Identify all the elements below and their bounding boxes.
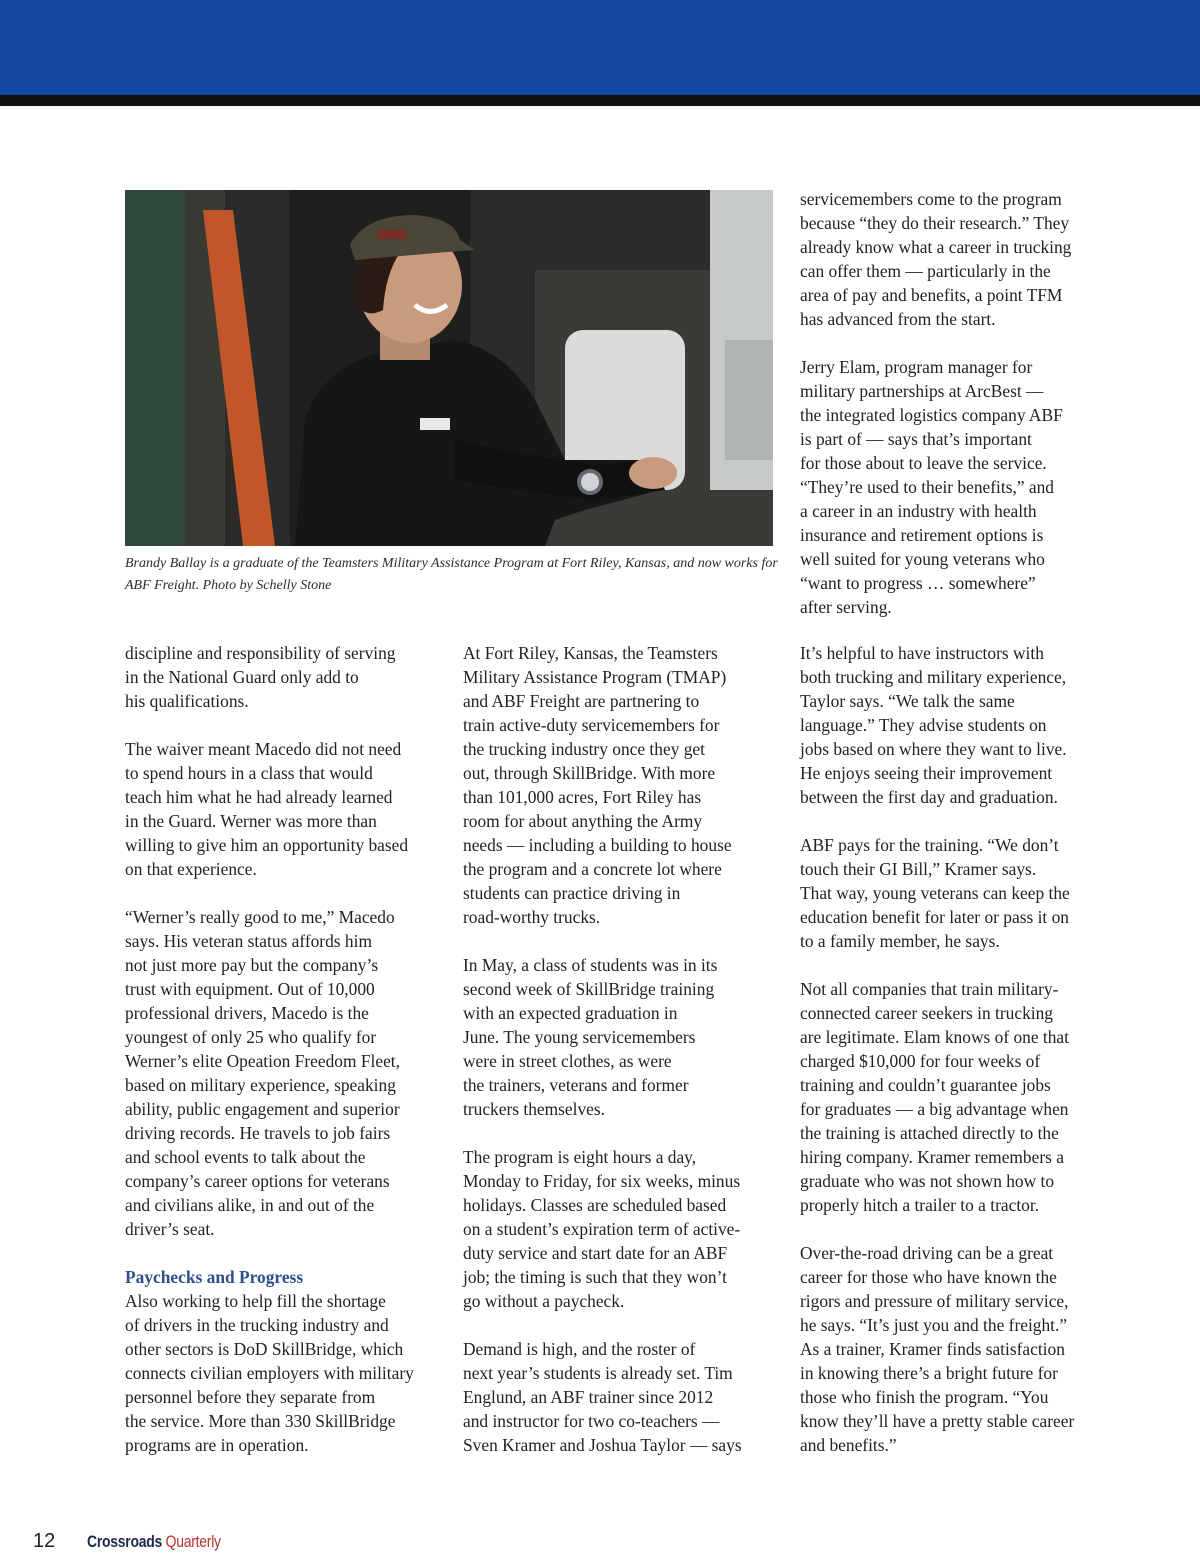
paragraph: Jerry Elam, program manager for military partnerships at ArcBest — the integrated logistics company ABF is part of — says that’s important for those about to leave the service. “They’re used to their benefits,” and a career in an industry with health insurance and retirement options is well suited for young veterans who “want to progress … somewhere” after serving.	[800, 357, 1063, 617]
paragraph: At Fort Riley, Kansas, the Teamsters Military Assistance Program (TMAP) and ABF Freight are partnering to train active-duty servicemembers for the trucking industry once they get out, through SkillBridge. With more than 101,000 acres, Fort Riley has room for about anything the Army needs — including a building to house the program and a concrete lot where students can practice driving in road-worthy trucks.	[463, 643, 732, 927]
paragraph: Over-the-road driving can be a great career for those who have known the rigors and pressure of military service, he says. “It’s just you and the freight.” As a trainer, Kramer finds satisfaction in knowing there’s a bright future for those who finish the program. “You know they’ll have a pretty stable career and benefits.”	[800, 1243, 1075, 1455]
article-column-2	[463, 641, 781, 1481]
article-column-3-top	[800, 187, 1120, 643]
paragraph: It’s helpful to have instructors with both trucking and military experience, Taylor says. “We talk the same language.” They advise students on jobs based on where they want to live. He enjoys seeing their improvement between the first day and graduation.	[800, 643, 1067, 807]
publication-name-bold: Crossroads	[87, 1532, 163, 1551]
paragraph: “Werner’s really good to me,” Macedo says. His veteran status affords him not just more pay but the company’s trust with equipment. Out of 10,000 professional drivers, Macedo is the youngest of only 25 who qualify for Werner’s elite Opeation Freedom Fleet, based on military experience, speaking ability, public engagement and superior driving records. He travels to job fairs and school events to talk about the company’s career options for veterans and civilians alike, in and out of the driver’s seat.	[125, 907, 400, 1239]
header-band	[0, 0, 1200, 95]
paragraph: discipline and responsibility of serving in the National Guard only add to his qualifications.	[125, 643, 396, 711]
paragraph: The waiver meant Macedo did not need to spend hours in a class that would teach him what he had already learned in the Guard. Werner was more than willing to give him an opportunity based on that experience.	[125, 739, 409, 879]
article-column-3	[800, 641, 1120, 1481]
photo-caption: Brandy Ballay is a graduate of the Teamsters Military Assistance Program at Fort Riley, Kansas, and now works for ABF Freight. Photo by Schelly Stone	[125, 556, 778, 593]
paragraph: The program is eight hours a day, Monday to Friday, for six weeks, minus holidays. Classes are scheduled based on a student’s expiration term of active- duty service and start date for an ABF job; the timing is such that they won’t go without a paycheck.	[463, 1147, 741, 1311]
article-column-1	[125, 641, 443, 1481]
page-number: 12	[33, 1530, 56, 1552]
paragraph: Not all companies that train military- connected career seekers in trucking are legitimate. Elam knows of one that charged $10,000 for four weeks of training and couldn’t guarantee jobs for graduates — a big advantage when the training is attached directly to the hiring company. Kramer remembers a graduate who was not shown how to properly hitch a trailer to a tractor.	[800, 979, 1069, 1215]
page-footer	[0, 1530, 1200, 1558]
driver-photo	[125, 190, 773, 546]
header-rule	[0, 95, 1200, 106]
paragraph: Demand is high, and the roster of next year’s students is already set. Tim Englund, an ABF trainer since 2012 and instructor for two co-teachers — Sven Kramer and Joshua Taylor — says	[463, 1339, 742, 1455]
paragraph: Also working to help fill the shortage of drivers in the trucking industry and other sectors is DoD SkillBridge, which connects civilian employers with military personnel before they separate from the service. More than 330 SkillBridge programs are in operation.	[125, 1291, 414, 1455]
publication-name	[87, 1532, 221, 1552]
section-heading: Paychecks and Progress	[125, 1267, 304, 1287]
paragraph: servicemembers come to the program because “they do their research.” They already know what a career in trucking can offer them — particularly in the area of pay and benefits, a point TFM has advanced from the start.	[800, 189, 1072, 329]
section	[125, 1265, 443, 1457]
paragraph: ABF pays for the training. “We don’t touch their GI Bill,” Kramer says. That way, young veterans can keep the education benefit for later or pass it on to a family member, he says.	[800, 835, 1070, 951]
publication-name-light: Quarterly	[165, 1532, 221, 1551]
paragraph: In May, a class of students was in its second week of SkillBridge training with an expected graduation in June. The young servicemembers were in street clothes, as were the trainers, veterans and former truckers themselves.	[463, 955, 718, 1119]
photo-illustration	[125, 190, 773, 546]
